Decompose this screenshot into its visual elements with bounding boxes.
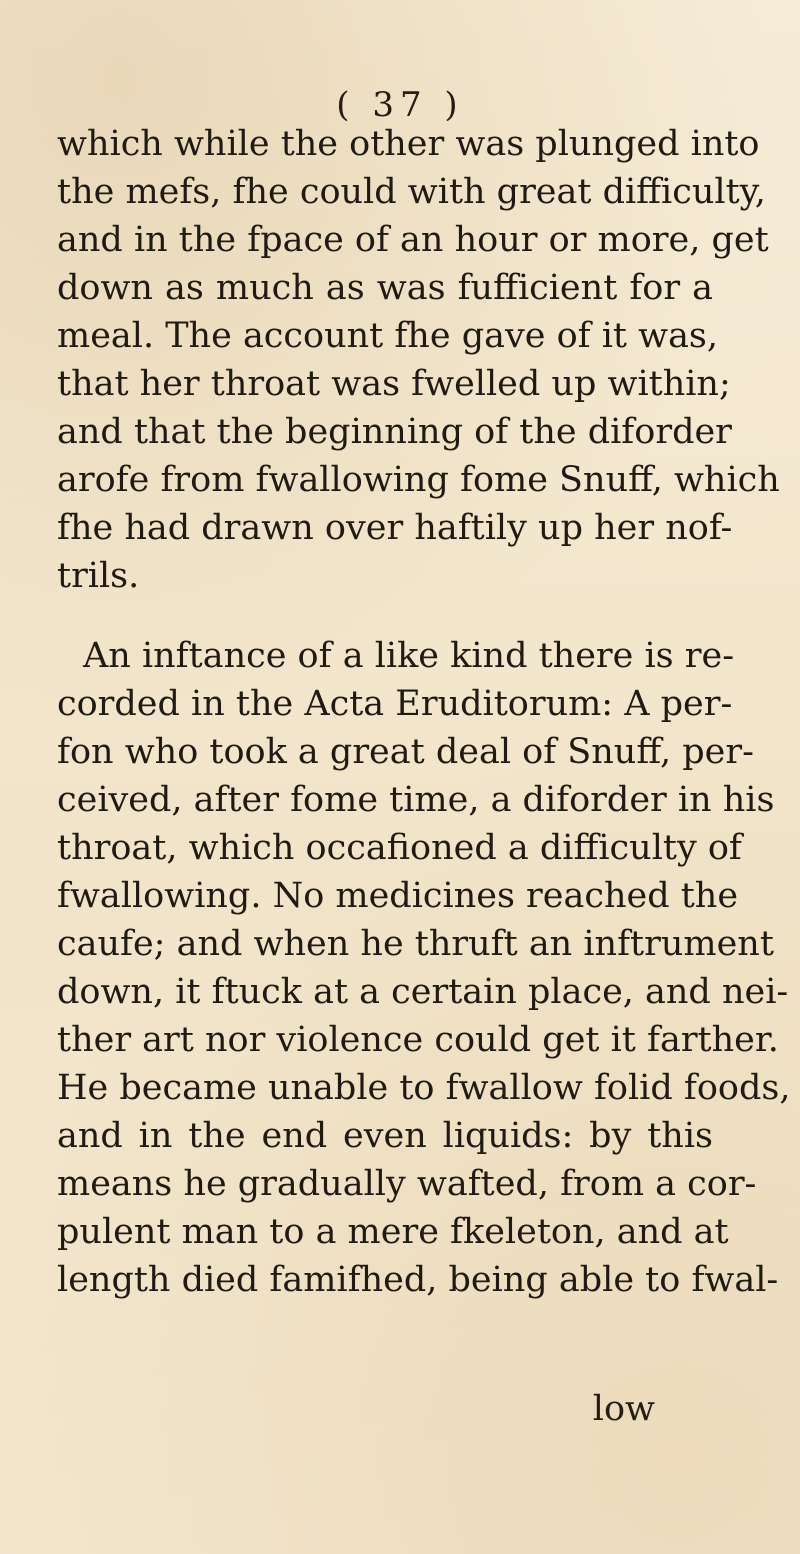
catchword: low: [592, 1389, 655, 1429]
text-line: down, it ftuck at a certain place, and nei-: [57, 972, 789, 1012]
text-line: and in the fpace of an hour or more, get: [57, 220, 769, 260]
text-line: caufe; and when he thruft an inftrument: [57, 924, 774, 964]
text-line: throat, which occafioned a difficulty of: [57, 828, 742, 868]
text-line: fhe had drawn over haftily up her nof-: [57, 508, 733, 548]
text-line: An inftance of a like kind there is re-: [83, 636, 735, 676]
text-line: arofe from fwallowing fome Snuff, which: [57, 460, 780, 500]
text-line: He became unable to fwallow folid foods,: [57, 1068, 791, 1108]
page-number: ( 37 ): [336, 85, 464, 125]
text-line: fon who took a great deal of Snuff, per-: [57, 732, 754, 772]
text-line: trils.: [57, 556, 140, 596]
text-line: fwallowing. No medicines reached the: [57, 876, 739, 916]
text-line: pulent man to a mere fkeleton, and at: [57, 1212, 729, 1252]
text-line: meal. The account fhe gave of it was,: [57, 316, 719, 356]
text-line: means he gradually wafted, from a cor-: [57, 1164, 757, 1204]
text-line: ther art nor violence could get it farther.: [57, 1020, 779, 1060]
text-line: which while the other was plunged into: [57, 124, 760, 164]
paragraph-1: [57, 120, 780, 600]
text-line: and in the end even liquids: by this: [57, 1116, 713, 1156]
text-line: that her throat was fwelled up within;: [57, 364, 731, 404]
text-line: ceived, after fome time, a diforder in his: [57, 780, 775, 820]
text-line: the mefs, fhe could with great difficulty,: [57, 172, 766, 212]
text-line: down as much as was fufficient for a: [57, 268, 713, 308]
text-line: length died famifhed, being able to fwal-: [57, 1260, 779, 1300]
text-line: and that the beginning of the diforder: [57, 412, 732, 452]
text-line: corded in the Acta Eruditorum: A per-: [57, 684, 733, 724]
paragraph-2: [57, 632, 791, 1304]
